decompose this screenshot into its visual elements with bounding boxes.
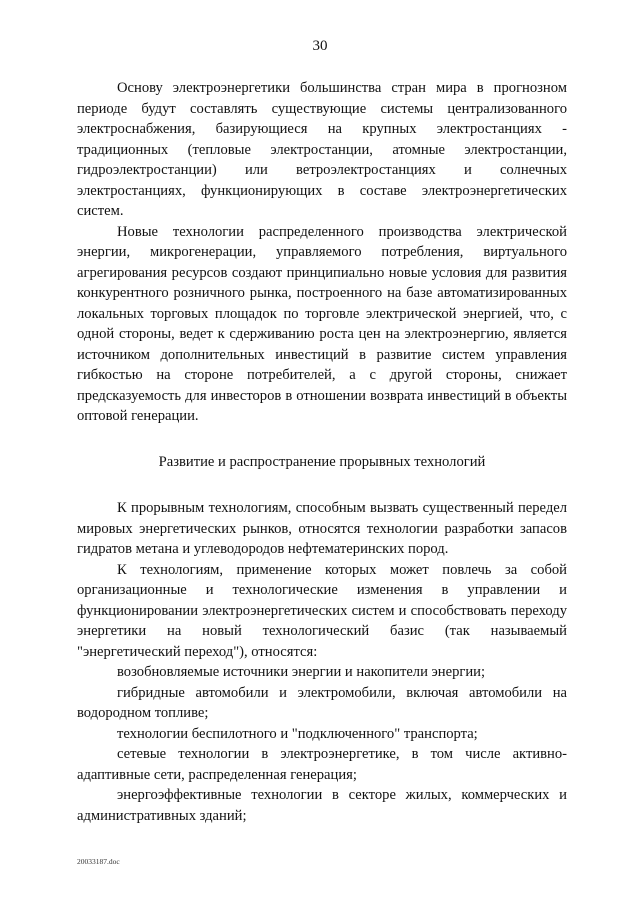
paragraph-distributed-generation: Новые технологии распределенного производства электрической энергии, микрогенерации, управляемого потребления, виртуального агрегирования ресурсов создают принципиально новые условия для развития конкурентного розничного рынка, построенного на базе автоматизированных локальных торговых площадок по торговле электрической энергией, что, с одной стороны, ведет к сдерживанию роста цен на электроэнергию, является источником дополнительных инвестиций в развитие систем управления гибкостью на стороне потребителей, а с другой стороны, снижает предсказуемость для инвесторов в отношении возврата инвестиций в объекты оптовой генерации.: [77, 223, 567, 424]
document-body: [77, 78, 567, 826]
list-item-smart-grids: сетевые технологии в электроэнергетике, в том числе активно-адаптивные сети, распределенная генерация;: [77, 746, 567, 783]
section-heading: Развитие и распространение прорывных технологий: [158, 453, 486, 470]
paragraph-power-systems: Основу электроэнергетики большинства стран мира в прогнозном периоде будут составлять существующие системы централизованного электроснабжения, базирующиеся на крупных электростанциях - традиционных (тепловые электростанции, атомные электростанции, гидроэлектростанции) или ветроэлектростанциях и солнечных электростанциях, функционирующих в составе электроэнергетических систем.: [77, 80, 567, 219]
footer-filename: 20033187.doc: [77, 857, 120, 866]
list-item-vehicles: гибридные автомобили и электромобили, включая автомобили на водородном топливе;: [77, 684, 567, 721]
list-item-renewables: возобновляемые источники энергии и накопители энергии;: [117, 664, 486, 680]
list-item-autonomous-transport: технологии беспилотного и "подключенного" транспорта;: [117, 725, 478, 742]
paragraph-energy-transition: К технологиям, применение которых может повлечь за собой организационные и технологические изменения в управлении и функционировании электроэнергетических систем и способствовать переходу энергетики на новый технологический базис (так называемый "энергетический переход"), относятся:: [77, 561, 567, 660]
paragraph-breakthrough-tech: К прорывным технологиям, способным вызвать существенный передел мировых энергетических рынков, относятся технологии разработки запасов гидратов метана и углеводородов нефтематеринских пород.: [77, 500, 567, 557]
page-number: 30: [312, 38, 328, 54]
list-item-energy-efficiency: энергоэффективные технологии в секторе жилых, коммерческих и административных зданий;: [77, 787, 567, 824]
